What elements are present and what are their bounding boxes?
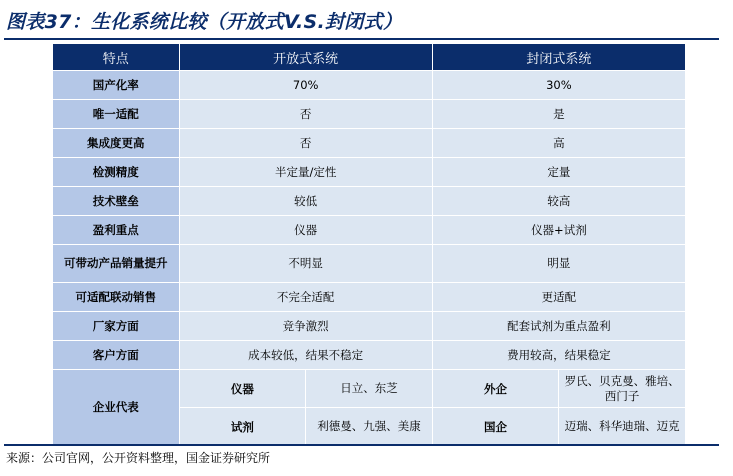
closed-sub-value: 迈瑞、科华迪瑞、迈克 [559, 408, 686, 446]
row-closed-value: 高 [432, 129, 685, 158]
footer-divider [4, 444, 719, 446]
table-row-representatives-1 [53, 370, 686, 408]
row-feature: 可带动产品销量提升 [53, 245, 180, 283]
open-sub-value: 利德曼、九强、美康 [306, 408, 433, 446]
source-note: 来源：公司官网，公开资料整理，国金证券研究所 [6, 451, 271, 465]
closed-sub-label: 外企 [432, 370, 559, 408]
row-closed-value: 仪器+试剂 [432, 216, 685, 245]
row-open-value: 半定量/定性 [179, 158, 432, 187]
row-feature: 唯一适配 [53, 100, 180, 129]
row-closed-value: 更适配 [432, 283, 685, 312]
row-open-value: 否 [179, 100, 432, 129]
table-row [53, 341, 686, 370]
table-row [53, 187, 686, 216]
row-feature: 国产化率 [53, 71, 180, 100]
row-open-value: 不完全适配 [179, 283, 432, 312]
row-closed-value: 30% [432, 71, 685, 100]
row-feature: 检测精度 [53, 158, 180, 187]
row-feature: 技术壁垒 [53, 187, 180, 216]
table-row [53, 129, 686, 158]
row-feature: 厂家方面 [53, 312, 180, 341]
row-feature: 可适配联动销售 [53, 283, 180, 312]
open-sub-label: 试剂 [179, 408, 306, 446]
header-closed-system: 封闭式系统 [432, 44, 685, 71]
figure-title: 图表37：生化系统比较（开放式V.S.封闭式） [6, 11, 403, 33]
row-feature-representatives: 企业代表 [53, 370, 180, 446]
row-closed-value: 费用较高，结果稳定 [432, 341, 685, 370]
header-open-system: 开放式系统 [179, 44, 432, 71]
table-header-row [53, 44, 686, 71]
comparison-table [52, 43, 686, 446]
row-feature: 客户方面 [53, 341, 180, 370]
table-row [53, 71, 686, 100]
row-open-value: 仪器 [179, 216, 432, 245]
row-closed-value: 是 [432, 100, 685, 129]
row-closed-value: 明显 [432, 245, 685, 283]
closed-sub-label: 国企 [432, 408, 559, 446]
row-closed-value: 定量 [432, 158, 685, 187]
table-row [53, 245, 686, 283]
row-feature: 集成度更高 [53, 129, 180, 158]
open-sub-label: 仪器 [179, 370, 306, 408]
row-closed-value: 配套试剂为重点盈利 [432, 312, 685, 341]
row-open-value: 不明显 [179, 245, 432, 283]
row-closed-value: 较高 [432, 187, 685, 216]
row-open-value: 较低 [179, 187, 432, 216]
row-open-value: 70% [179, 71, 432, 100]
table-row [53, 158, 686, 187]
open-sub-value: 日立、东芝 [306, 370, 433, 408]
table-row [53, 312, 686, 341]
row-open-value: 竞争激烈 [179, 312, 432, 341]
row-open-value: 成本较低，结果不稳定 [179, 341, 432, 370]
title-divider [4, 38, 719, 40]
header-feature: 特点 [53, 44, 180, 71]
table-row [53, 216, 686, 245]
closed-sub-value: 罗氏、贝克曼、雅培、西门子 [559, 370, 686, 408]
row-feature: 盈利重点 [53, 216, 180, 245]
row-open-value: 否 [179, 129, 432, 158]
table-row [53, 283, 686, 312]
table-row [53, 100, 686, 129]
